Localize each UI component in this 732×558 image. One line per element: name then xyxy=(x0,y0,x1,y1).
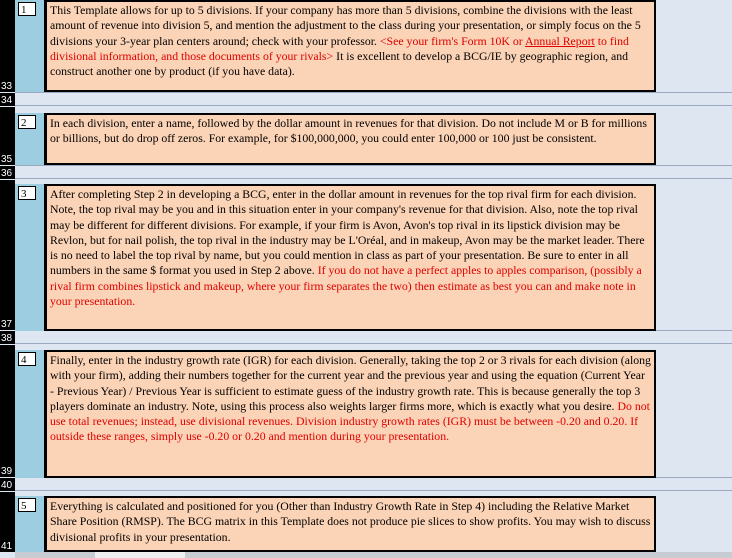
horizontal-scrollbar[interactable] xyxy=(15,552,732,558)
step-cell-3[interactable] xyxy=(15,184,45,331)
instruction-text-2: It is excellent to develop a BCG/IE by geographic region, and construct another one by product (if you have data). xyxy=(50,48,629,79)
instruction-text: This Template allows for up to 5 divisions. If your company has more than 5 divisions, combine the divisions with the least amount of revenue into division 5, and mention the adjustment to the class during your presentation, or simply focus on the 5 divisions your 3-year plan centers around; check with your professor. xyxy=(50,3,641,48)
instruction-text: Finally, enter in the industry growth rate (IGR) for each division. Generally, taking the top 2 or 3 rivals for each division (along with your firm), adding their numbers together for the current year and the previous year and using the equation (Current Year - Previous Year) / Previous Year is sufficient to estimate guess of the industry growth rate. This is because generally the top 3 players dominate an industry. Note, using this process also weights larger firms more, which is exactly what you desire. xyxy=(50,353,651,413)
row-header-37[interactable]: 37 xyxy=(0,180,15,330)
step-number: 3 xyxy=(18,186,36,200)
spacer-row-38[interactable] xyxy=(15,330,732,344)
row-header-41[interactable]: 41 xyxy=(0,492,15,552)
row-header-38[interactable]: 38 xyxy=(0,331,15,344)
instruction-red-text-2: to find divisional information, and those documents of your rivals> xyxy=(50,33,629,63)
row-header-35[interactable]: 35 xyxy=(0,107,15,165)
instruction-red-text: <See your firm's Form 10K or xyxy=(379,33,523,48)
spacer-row-40[interactable] xyxy=(15,477,732,491)
instruction-text: Everything is calculated and positioned for you (Other than Industry Growth Rate in Step 4) including the Relative Market Share Position (RMSP). The BCG matrix in this Template does not produce pie slices to show profits. You may wish to discuss divisional profits in your presentation. xyxy=(50,499,651,544)
instruction-text: After completing Step 2 in developing a BCG, enter in the dollar amount in revenues for the top rival firm for each division. Note, the top rival may be you and in this situation enter in your company's revenue for that division. Also, note the top rival may be different for different divisions. For example, if your firm is Avon, Avon's top rival in its lipstick division may be Revlon, but for nail polish, the top rival in the industry may be L'Oréal, and in makeup, Avon may be the market leader. There is no need to label the top rival by name, but you could mention in class as part of your presentation. Be sure to enter in all numbers in the same $ format you used in Step 2 above. xyxy=(50,187,645,278)
spacer-row-34[interactable] xyxy=(15,92,732,106)
instruction-box-step-4[interactable] xyxy=(45,350,656,478)
instruction-box-step-1[interactable] xyxy=(45,0,656,92)
annual-report-link[interactable]: Annual Report xyxy=(525,33,595,48)
instruction-box-step-5[interactable] xyxy=(45,496,656,552)
step-cell-2[interactable] xyxy=(15,113,45,165)
row-header-33[interactable]: 33 xyxy=(0,0,15,92)
step-number: 4 xyxy=(18,352,36,366)
empty-cells-right[interactable] xyxy=(656,0,732,552)
row-header-40[interactable]: 40 xyxy=(0,478,15,491)
instruction-box-step-2[interactable] xyxy=(45,113,656,165)
step-cell-5[interactable] xyxy=(15,496,45,552)
row-header-39[interactable]: 39 xyxy=(0,345,15,477)
scrollbar-thumb[interactable] xyxy=(95,552,185,558)
step-cell-1[interactable] xyxy=(15,0,45,92)
instruction-red-text: If you do not have a perfect apples to apples comparison, (possibly a rival firm combines lipstick and makeup, where your firm separates the two) then estimate as best you can and make note in your presentation. xyxy=(50,263,642,309)
spacer-row-36[interactable] xyxy=(15,165,732,179)
instruction-box-step-3[interactable] xyxy=(45,184,656,331)
row-header-36[interactable]: 36 xyxy=(0,166,15,179)
step-number: 1 xyxy=(18,2,36,16)
step-number: 5 xyxy=(18,498,36,512)
instruction-red-text: Do not use total revenues; instead, use divisional revenues. Division industry growth rates (IGR) must be between -0.20 and 0.20. If outside these ranges, simply use -0.20 or 0.20 and mention during your presentation. xyxy=(50,398,650,444)
step-cell-4[interactable] xyxy=(15,350,45,478)
instruction-text: In each division, enter a name, followed by the dollar amount in revenues for that division. Do not include M or B for millions or billions, but do drop off zeros. For example, for $100,000,000, you could enter 100,000 or 100 just be consistent. xyxy=(50,116,647,146)
row-header-34[interactable]: 34 xyxy=(0,93,15,106)
step-number: 2 xyxy=(18,115,36,129)
